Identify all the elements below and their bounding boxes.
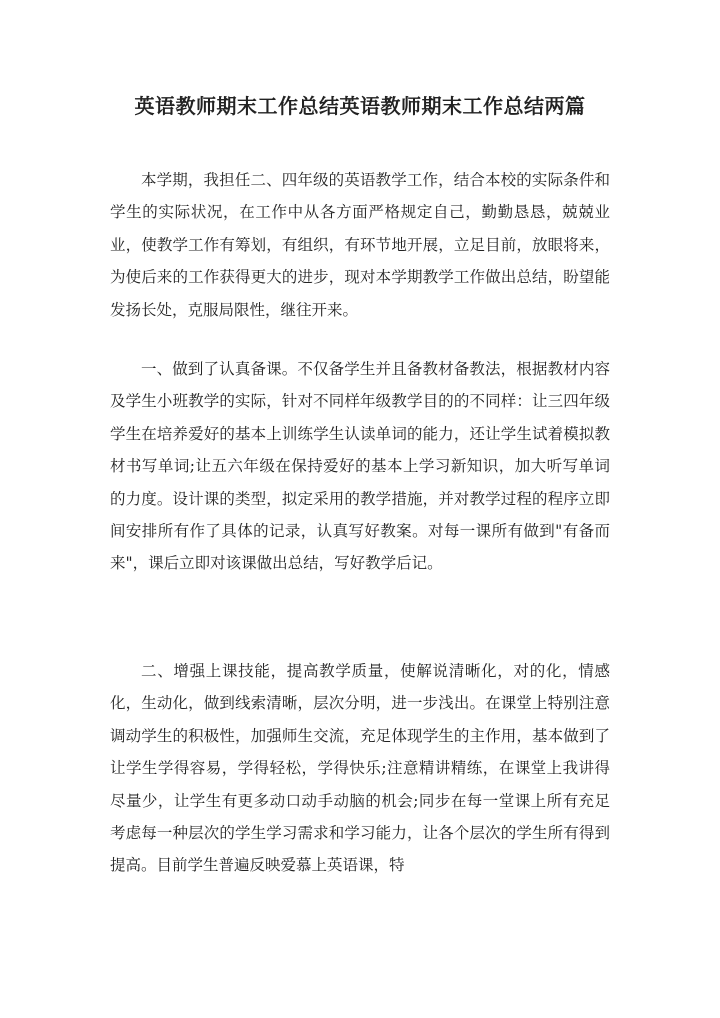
paragraph-lesson-preparation: 一、做到了认真备课。不仅备学生并且备教材备教法，根据教材内容及学生小班教学的实际，针对不同样年级教学目的的不同样：让三四年级学生在培养爱好的基本上训练学生认读单词的能力，还让学生试着模拟教材书写单词;让五六年级在保持爱好的基本上学习新知识，加大听写单词的力度。设计课的类型，拟定采用的教学措施，并对教学过程的程序立即间安排所有作了具体的记录，认真写好教案。对每一课所有做到"有备而来"，课后立即对该课做出总结，写好教学后记。 <box>110 360 610 573</box>
paragraph-intro: 本学期，我担任二、四年级的英语教学工作，结合本校的实际条件和学生的实际状况，在工作中从各方面严格规定自己，勤勤恳恳，兢兢业业，使教学工作有筹划，有组织，有环节地开展，立足目前，放眼将来，为使后来的工作获得更大的进步，现对本学期教学工作做出总结，盼望能发扬长处，克服局限性，继往开来。 <box>110 171 610 319</box>
document-title: 英语教师期末工作总结英语教师期末工作总结两篇 <box>134 94 586 118</box>
paragraph-teaching-skills: 二、增强上课技能，提高教学质量，使解说清晰化，对的化，情感化，生动化，做到线索清晰，层次分明，进一步浅出。在课堂上特别注意调动学生的积极性，加强师生交流，充足体现学生的主作用，基本做到了让学生学得容易，学得轻松，学得快乐;注意精讲精练，在课堂上我讲得尽量少，让学生有更多动口动手动脑的机会;同步在每一堂课上所有充足考虑每一种层次的学生学习需求和学习能力，让各个层次的学生所有得到提高。目前学生普遍反映爱慕上英语课，特 <box>110 662 610 875</box>
